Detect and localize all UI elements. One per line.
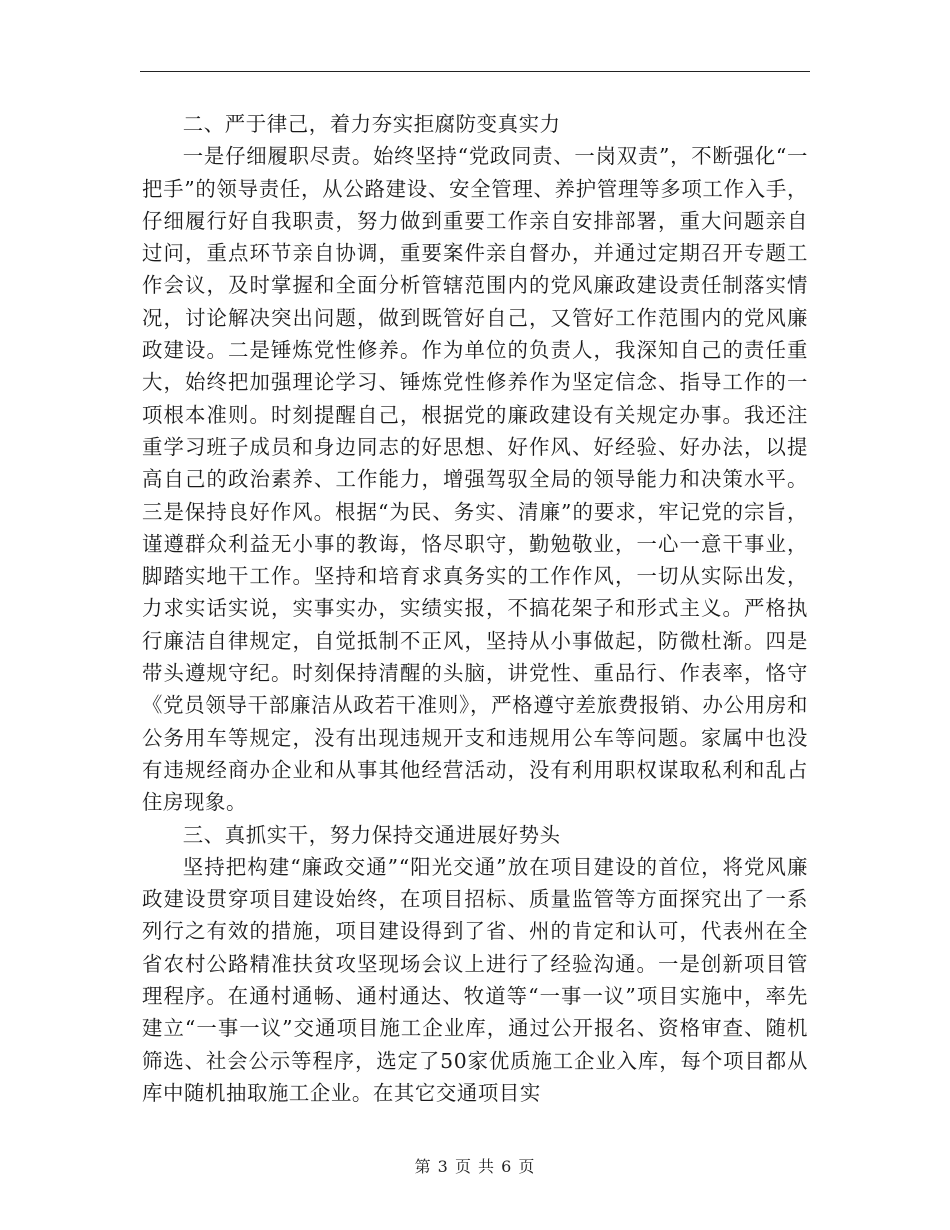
body-paragraph: 坚持把构建“廉政交通”“阳光交通”放在项目建设的首位，将党风廉政建设贯穿项目建设始终，在项目招标、质量监管等方面探究出了一系列行之有效的措施，项目建设得到了省、州的肯定和认可，代表州在全省农村公路精准扶贫攻坚现场会议上进行了经验沟通。一是创新项目管理程序。在通村通畅、通村通达、牧道等“一事一议”项目实施中，率先建立“一事一议”交通项目施工企业库，通过公开报名、资格审查、随机筛选、社会公示等程序，选定了50家优质施工企业入库，每个项目都从库中随机抽取施工企业。在其它交通项目实: [142, 854, 808, 1105]
header-rule: [140, 71, 810, 72]
page-number-footer: 第 3 页 共 6 页: [414, 1157, 536, 1176]
body-paragraph: 一是仔细履职尽责。始终坚持“党政同责、一岗双责”，不断强化“一把手”的领导责任，从公路建设、安全管理、养护管理等多项工作入手，仔细履行好自我职责，努力做到重要工作亲自安排部署，重大问题亲自过问，重点环节亲自协调，重要案件亲自督办，并通过定期召开专题工作会议，及时掌握和全面分析管辖范围内的党风廉政建设责任制落实情况，讨论解决突出问题，做到既管好自己，又管好工作范围内的党风廉政建设。二是锤炼党性修养。作为单位的负责人，我深知自己的责任重大，始终把加强理论学习、锤炼党性修养作为坚定信念、指导工作的一项根本准则。时刻提醒自己，根据党的廉政建设有关规定办事。我还注重学习班子成员和身边同志的好思想、好作风、好经验、好办法，以提高自己的政治素养、工作能力，增强驾驭全局的领导能力和决策水平。三是保持良好作风。根据“为民、务实、清廉”的要求，牢记党的宗旨，谨遵群众利益无小事的教诲，恪尽职守，勤勉敬业，一心一意干事业，脚踏实地干工作。坚持和培育求真务实的工作作风，一切从实际出发，力求实话实说，实事实办，实绩实报，不搞花架子和形式主义。严格执行廉洁自律规定，自觉抵制不正风，坚持从小事做起，防微杜渐。四是带头遵规守纪。时刻保持清醒的头脑，讲党性、重品行、作表率，恪守《党员领导干部廉洁从政若干准则》，严格遵守差旅费报销、办公用房和公务用车等规定，没有出现违规开支和违规用公车等问题。家属中也没有违规经商办企业和从事其他经营活动，没有利用职权谋取私利和乱占住房现象。: [142, 144, 808, 815]
section-heading: 二、严于律己，着力夯实拒腐防变真实力: [182, 112, 561, 136]
document-body: [142, 108, 808, 1109]
section-heading: 三、真抓实干，努力保持交通进展好势头: [182, 822, 561, 847]
